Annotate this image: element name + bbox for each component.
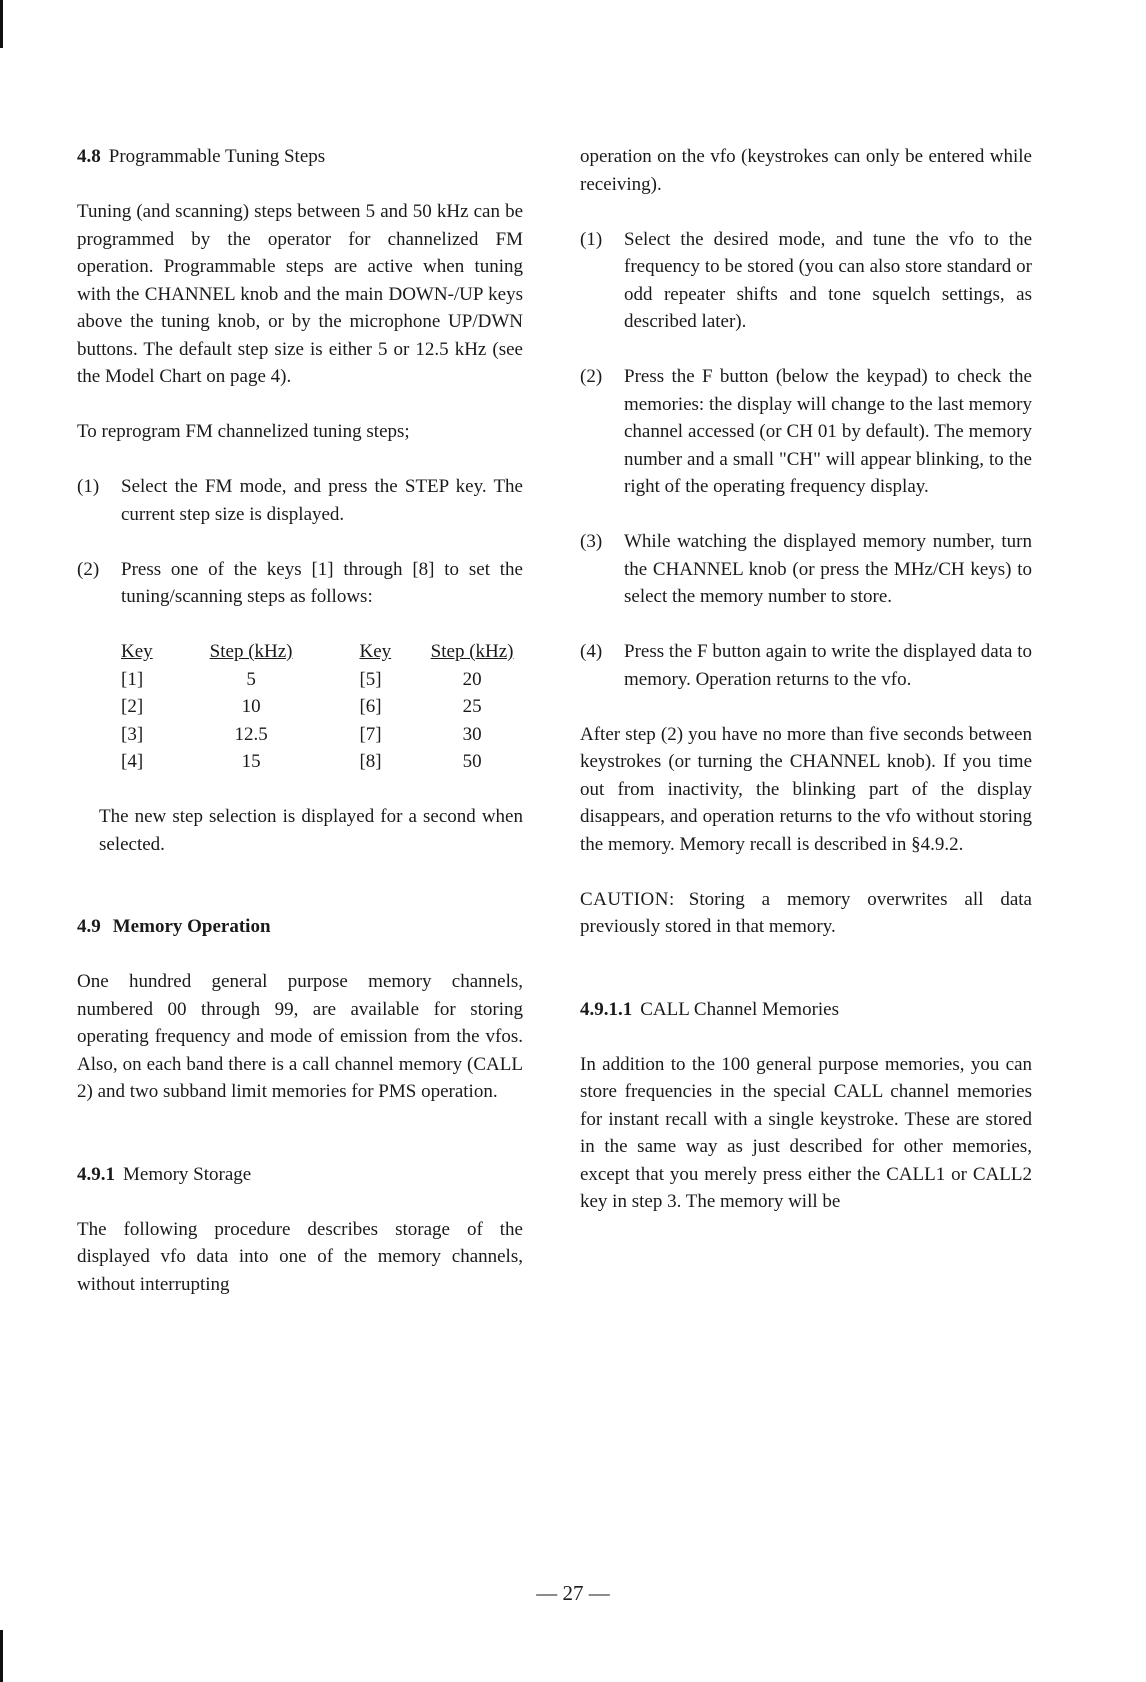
step-selection-note: The new step selection is displayed for a second when selected.: [99, 806, 523, 855]
table-row: [2] 10 [6] 25: [121, 696, 482, 717]
table-header-row: [121, 638, 523, 666]
section-4-8-intro: Tuning (and scanning) steps between 5 and 50 kHz can be programmed by the operator for channelized FM operation. Programmable steps are active when tuning with the CHANNEL knob and the main DOWN-/UP keys above the tuning knob, or by the microphone UP/DWN buttons. The default step size is either 5 or 12.5 kHz (see the Model Chart on page 4).: [77, 201, 523, 387]
table-row: [3] 12.5 [7] 30: [121, 723, 482, 745]
continued-paragraph: operation on the vfo (keystrokes can only be entered while receiving).: [580, 146, 1032, 195]
section-4-8-heading: 4.8 Programmable Tuning Steps: [77, 146, 326, 167]
step-item: (4) Press the F button again to write the displayed data to memory. Operation returns to the vfo.: [580, 641, 1032, 690]
section-4-9-heading: 4.9 Memory Operation: [77, 916, 271, 937]
table-row: [1] 5 [5] 20: [121, 668, 482, 690]
section-4-9-1-1-heading: 4.9.1.1 CALL Channel Memories: [580, 998, 840, 1020]
right-column: [580, 143, 1032, 1216]
caution-text: Storing a memory overwrites all data previously stored in that memory.: [580, 888, 1032, 937]
section-4-9-1-body: The following procedure describes storage of the displayed vfo data into one of the memory channels, without interrupting: [77, 1218, 523, 1295]
timeout-paragraph: After step (2) you have no more than five seconds between keystrokes (or turning the CHANNEL knob). If you time out from inactivity, the blinking part of the display disappears, and operation returns to the vfo without storing the memory. Memory recall is described in §4.9.2.: [580, 723, 1032, 855]
scan-edge-mark-top: [0, 0, 3, 48]
scan-edge-mark-bottom: [0, 1630, 3, 1682]
table-header: Key: [359, 641, 392, 662]
table-header: Step (kHz): [430, 641, 514, 662]
section-4-9-body: One hundred general purpose memory channels, numbered 00 through 99, are available for storing operating frequency and mode of emission from the vfos. Also, on each band there is a call channel memory (CALL 2) and two subband limit memories for PMS operation.: [77, 971, 523, 1102]
caution-label: CAUTION:: [580, 888, 675, 910]
table-header: Step (kHz): [209, 641, 293, 662]
table-header: Key: [121, 641, 153, 662]
section-4-9-1-heading: 4.9.1 Memory Storage: [77, 1163, 252, 1185]
step-item: (1) Select the FM mode, and press the STEP key. The current step size is displayed.: [77, 476, 523, 525]
tuning-step-table: [121, 638, 523, 776]
step-item: (2) Press the F button (below the keypad) to check the memories: the display will change to the last memory channel accessed (or CH 01 by default). The memory number and a small "CH" will appear blinking, to the right of the operating frequency display.: [580, 366, 1032, 497]
step-item: (2) Press one of the keys [1] through [8] to set the tuning/scanning steps as follows:: [77, 558, 523, 607]
page-number: — 27 —: [536, 1581, 610, 1605]
step-item: (1) Select the desired mode, and tune the vfo to the frequency to be stored (you can also store standard or odd repeater shifts and tone squelch settings, as described later).: [580, 228, 1032, 332]
section-4-9-1-1-body: In addition to the 100 general purpose memories, you can store frequencies in the special CALL channel memories for instant recall with a single keystroke. These are stored in the same way as just described for other memories, except that you merely press either the CALL1 or CALL2 key in step 3. The memory will be: [580, 1053, 1032, 1212]
left-column: [77, 143, 523, 1298]
caution-paragraph: [580, 886, 1032, 941]
reprogram-instruction: To reprogram FM channelized tuning steps;: [77, 421, 410, 442]
table-row: [4] 15 [8] 50: [121, 751, 482, 772]
step-item: (3) While watching the displayed memory number, turn the CHANNEL knob (or press the MHz/CH keys) to select the memory number to store.: [580, 531, 1032, 607]
